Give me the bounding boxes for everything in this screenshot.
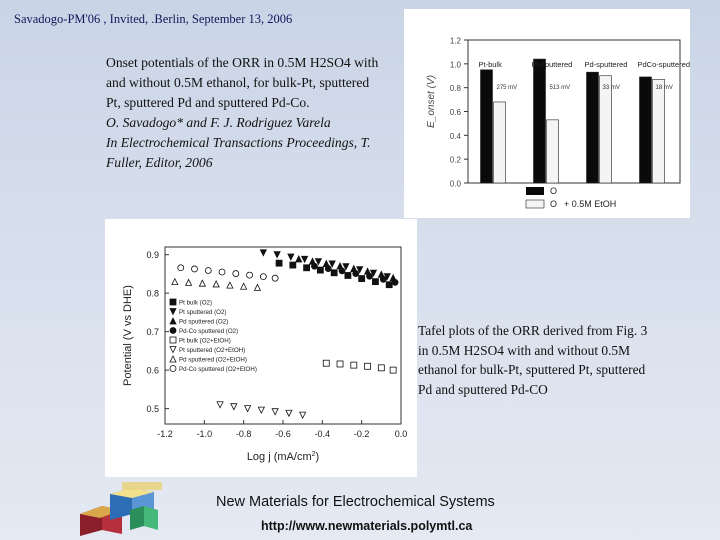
legend-label: Pt sputtered (O2+EtOH) xyxy=(179,347,246,354)
data-point xyxy=(241,283,247,289)
tafel-chart-panel xyxy=(105,219,417,477)
delta-annotation: 275 mV xyxy=(496,85,518,91)
x-axis-label-end: ) xyxy=(315,451,320,463)
legend-label: Pd sputtered (O2) xyxy=(179,318,229,326)
data-point xyxy=(351,362,357,368)
data-point xyxy=(311,263,317,269)
bar-o2-etoh xyxy=(653,79,665,183)
y-tick-label: 0.0 xyxy=(449,179,461,189)
caption-top xyxy=(106,53,436,173)
data-point xyxy=(274,252,280,258)
caption-top-citation: Fuller, Editor, 2006 xyxy=(106,155,213,170)
y-tick-label: 0.9 xyxy=(146,250,159,261)
y-tick-label: 0.5 xyxy=(146,404,159,415)
data-point xyxy=(288,254,294,260)
legend-label: O xyxy=(550,186,558,196)
bar-o2-etoh xyxy=(547,120,559,183)
tafel-chart xyxy=(105,219,417,477)
caption-top-authors: O. Savadogo* and F. J. Rodriguez Varela xyxy=(106,115,331,130)
legend-marker xyxy=(170,347,176,353)
delta-annotation: 18 mV xyxy=(655,85,673,91)
data-point xyxy=(199,280,205,286)
data-point xyxy=(302,256,308,262)
data-point xyxy=(323,360,329,366)
legend-label: + 0.5M EtOH xyxy=(564,199,617,209)
data-point xyxy=(258,407,264,413)
y-tick-label: 0.7 xyxy=(146,327,159,338)
x-axis-label: Log j $(mA/cm^2)$ xyxy=(246,451,320,463)
legend-label: Pd-Co sputtered (O2) xyxy=(179,328,239,335)
x-tick-label: 0.0 xyxy=(394,429,408,439)
x-tick-label: -1.2 xyxy=(157,429,173,439)
data-point xyxy=(233,271,239,277)
data-point xyxy=(219,269,225,275)
legend-label: O xyxy=(550,199,558,209)
data-point xyxy=(276,260,282,266)
data-point xyxy=(392,279,398,285)
caption-bottom xyxy=(418,321,708,399)
x-tick-label: -0.4 xyxy=(314,429,331,439)
data-point xyxy=(217,402,223,408)
caption-bottom-line: Pd and sputtered Pd-CO xyxy=(418,381,548,397)
legend-marker xyxy=(170,299,176,305)
data-point xyxy=(231,404,237,410)
y-tick-label: 1.0 xyxy=(449,60,461,70)
x-tick-label: -0.2 xyxy=(353,429,370,439)
data-point xyxy=(365,363,371,369)
data-point xyxy=(359,276,365,282)
category-label: PdCo-sputtered xyxy=(637,60,690,69)
legend-marker xyxy=(170,337,176,343)
data-point xyxy=(172,279,178,285)
data-point xyxy=(296,256,302,262)
data-point xyxy=(372,279,378,285)
caption-top-line: and without 0.5M ethanol, for bulk-Pt, sputtered xyxy=(106,75,370,90)
bar-o2-etoh xyxy=(494,102,506,183)
data-point xyxy=(345,272,351,278)
category-label: Pt-sputtered xyxy=(531,60,573,69)
y-tick-label: 0.6 xyxy=(146,365,159,376)
legend-marker xyxy=(170,309,176,315)
data-point xyxy=(380,276,386,282)
caption-bottom-line: ethanol for bulk-Pt, sputtered Pt, sputtered xyxy=(418,362,646,377)
bar-o2 xyxy=(534,59,546,183)
data-point xyxy=(247,272,253,278)
legend-marker xyxy=(170,318,176,324)
x-tick-label: -0.6 xyxy=(275,429,291,439)
data-point xyxy=(227,282,233,288)
x-axis-label-exp: 2 xyxy=(311,451,316,458)
delta-annotation: 33 mV xyxy=(602,85,620,91)
data-point xyxy=(353,271,359,277)
data-point xyxy=(325,266,331,272)
caption-bottom-line: in 0.5M H2SO4 with and without 0.5M xyxy=(418,342,631,358)
legend-label: Pd-Co sputtered (O2+EtOH) xyxy=(179,366,257,373)
caption-top-citation: In Electrochemical Transactions Proceedings, T. xyxy=(106,135,371,150)
legend-label: Pd sputtered (O2+EtOH) xyxy=(179,356,247,364)
footer-url[interactable]: http://www.newmaterials.polymtl.ca xyxy=(261,519,473,533)
data-point xyxy=(290,262,296,268)
data-point xyxy=(205,267,211,273)
y-tick-label: 0.2 xyxy=(449,155,461,165)
x-tick-label: -1.0 xyxy=(196,429,213,439)
data-point xyxy=(186,279,192,285)
y-tick-label: 0.4 xyxy=(449,131,461,141)
data-point xyxy=(192,266,198,272)
data-point xyxy=(386,282,392,288)
data-point xyxy=(367,273,373,279)
data-point xyxy=(339,268,345,274)
slide-header: Savadogo-PM'06 , Invited, .Berlin, September 13, 2006 xyxy=(14,12,293,26)
data-point xyxy=(317,267,323,273)
y-tick-label: 0.6 xyxy=(449,108,461,117)
footer-title: New Materials for Electrochemical Systems xyxy=(216,494,495,510)
data-point xyxy=(286,410,292,416)
y-tick-label: 0.8 xyxy=(146,288,159,299)
caption-bottom-line: Tafel plots of the ORR derived from Fig. 3 xyxy=(418,323,648,338)
legend-label: Pt bulk (O2) xyxy=(179,299,213,307)
y-tick-label: 0.8 xyxy=(449,84,461,94)
category-label: Pd-sputtered xyxy=(584,60,628,69)
legend-marker xyxy=(170,356,176,362)
caption-top-line: Pt, sputtered Pd and sputtered Pd-Co. xyxy=(106,95,310,110)
bar-o2 xyxy=(640,77,652,183)
data-point xyxy=(245,406,251,412)
caption-top-line: Onset potentials of the ORR in 0.5M H2SO4 with xyxy=(106,55,379,70)
data-point xyxy=(213,281,219,287)
y-axis-label: Potential (V vs DHE) xyxy=(122,285,134,386)
data-point xyxy=(378,365,384,371)
data-point xyxy=(272,275,278,281)
x-tick-label: -0.8 xyxy=(235,429,252,439)
data-point xyxy=(272,409,278,415)
logo-graphic xyxy=(70,480,190,538)
legend-marker xyxy=(170,366,176,372)
data-point xyxy=(300,412,306,418)
data-point xyxy=(304,265,310,271)
y-axis-label: E_onset (V) xyxy=(426,75,437,128)
legend-marker xyxy=(170,328,176,334)
data-point xyxy=(260,274,266,280)
data-point xyxy=(331,270,337,276)
data-point xyxy=(337,361,343,367)
data-point xyxy=(178,265,184,271)
bar-chart-panel xyxy=(404,9,690,218)
legend-swatch-o2-etoh xyxy=(526,200,544,208)
bar-o2 xyxy=(481,70,493,183)
category-label: Pt-bulk xyxy=(478,60,502,69)
data-point xyxy=(390,367,396,373)
bar-chart xyxy=(404,9,690,218)
legend-swatch-o2 xyxy=(526,187,544,195)
legend-label: Pt bulk (O2+EtOH) xyxy=(179,337,231,345)
bar-o2-etoh xyxy=(600,76,612,183)
data-point xyxy=(260,250,266,256)
data-point xyxy=(254,284,260,290)
bar-o2 xyxy=(587,72,599,183)
y-tick-label: 1.2 xyxy=(449,36,461,46)
legend-label: Pt sputtered (O2) xyxy=(179,309,227,316)
delta-annotation: 513 mV xyxy=(549,85,571,91)
